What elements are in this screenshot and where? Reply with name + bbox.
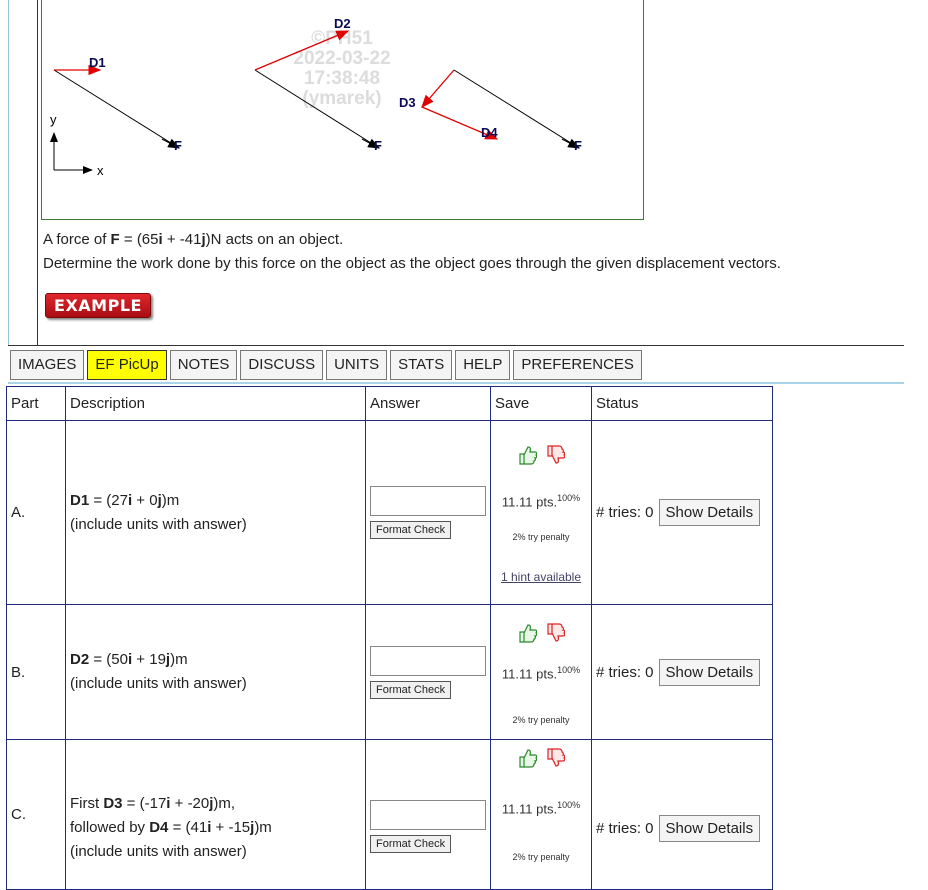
status-cell bbox=[592, 740, 773, 890]
watermark-line: 17:38:48 bbox=[303, 68, 381, 89]
watermark-line: 2022-03-22 bbox=[293, 48, 391, 69]
label-d4: D4 bbox=[481, 125, 498, 140]
save-cell bbox=[491, 421, 592, 605]
show-details-button[interactable]: Show Details bbox=[659, 499, 761, 526]
status-cell bbox=[592, 421, 773, 605]
watermark-line: ©PH51 bbox=[311, 28, 373, 49]
vector-d3 bbox=[422, 70, 454, 107]
rating-icons bbox=[495, 619, 587, 647]
save-cell bbox=[491, 740, 592, 890]
rating-icons bbox=[495, 744, 587, 772]
format-check-button[interactable]: Format Check bbox=[370, 681, 451, 699]
tries-count: # tries: 0 bbox=[596, 504, 654, 521]
show-details-button[interactable]: Show Details bbox=[659, 815, 761, 842]
x-axis-label: x bbox=[97, 163, 104, 178]
table-header-row bbox=[7, 387, 773, 421]
tab-units[interactable]: UNITS bbox=[326, 350, 387, 380]
path-line bbox=[454, 70, 579, 148]
units-note: (include units with answer) bbox=[70, 515, 247, 533]
label-force: F bbox=[574, 138, 582, 153]
part-description: D2 = (50i + 19j)m (include units with answer) bbox=[66, 605, 366, 740]
part-label: B. bbox=[7, 605, 66, 740]
try-penalty: 2% try penalty bbox=[512, 531, 570, 542]
points-value: 11.11 pts.$^{100\%}$ bbox=[501, 493, 581, 510]
header-description: Description bbox=[66, 387, 366, 421]
vector-diagram bbox=[42, 0, 644, 220]
rating-icons bbox=[495, 441, 587, 469]
points-value: 11.11 pts.$^{100\%}$ bbox=[501, 800, 581, 817]
watermark-line: (ymarek) bbox=[302, 88, 382, 109]
points-value: 11.11 pts.$^{100\%}$ bbox=[501, 664, 581, 682]
thumbs-down-icon[interactable] bbox=[545, 444, 565, 466]
hint-link[interactable]: 1 hint available bbox=[500, 569, 582, 584]
header-part: Part bbox=[7, 387, 66, 421]
left-border-dark bbox=[37, 0, 38, 345]
thumbs-down-icon[interactable] bbox=[545, 747, 565, 769]
header-save: Save bbox=[491, 387, 592, 421]
answer-cell bbox=[366, 605, 491, 740]
path-line bbox=[54, 70, 179, 148]
label-d2: D2 bbox=[334, 16, 351, 31]
label-force: F bbox=[374, 138, 382, 153]
problem-figure bbox=[41, 0, 644, 220]
part-description: First D3 = (-17i + -20j)m, followed by D4 = (41i + -15j)m (include units with answer) bbox=[66, 740, 366, 890]
tab-help[interactable]: HELP bbox=[455, 350, 510, 380]
tries-count: # tries: 0 bbox=[596, 663, 654, 681]
tab-stats[interactable]: STATS bbox=[390, 350, 452, 380]
table-row bbox=[7, 421, 773, 605]
left-border-light bbox=[8, 0, 9, 345]
thumbs-up-icon[interactable] bbox=[517, 444, 537, 466]
try-penalty: 2% try penalty bbox=[512, 715, 570, 726]
label-d1: D1 bbox=[89, 55, 106, 70]
watermark bbox=[293, 28, 390, 109]
tab-ef-picup[interactable]: EF PicUp bbox=[87, 350, 166, 380]
y-axis-label: y bbox=[50, 112, 57, 127]
tab-notes[interactable]: NOTES bbox=[170, 350, 238, 380]
show-details-button[interactable]: Show Details bbox=[659, 659, 761, 686]
label-force: F bbox=[174, 138, 182, 153]
thumbs-up-icon[interactable] bbox=[517, 622, 537, 644]
example-button[interactable]: EXAMPLE bbox=[45, 293, 151, 318]
problem-line-2: Determine the work done by this force on the object as the object goes through the given displacement vectors. bbox=[43, 255, 781, 272]
header-answer: Answer bbox=[366, 387, 491, 421]
tab-discuss[interactable]: DISCUSS bbox=[240, 350, 323, 380]
divider bbox=[8, 382, 904, 384]
answer-cell bbox=[366, 740, 491, 890]
thumbs-up-icon[interactable] bbox=[517, 747, 537, 769]
part-description: D1 = (27i + 0j)m (include units with answer) bbox=[66, 421, 366, 605]
label-d3: D3 bbox=[399, 95, 416, 110]
format-check-button[interactable]: Format Check bbox=[370, 835, 451, 853]
header-status: Status bbox=[592, 387, 773, 421]
table-row bbox=[7, 605, 773, 740]
answer-input[interactable] bbox=[370, 800, 486, 830]
tries-count: # tries: 0 bbox=[596, 820, 654, 837]
units-note: (include units with answer) bbox=[70, 675, 247, 692]
format-check-button[interactable]: Format Check bbox=[370, 521, 451, 539]
try-penalty: 2% try penalty bbox=[512, 852, 570, 863]
answer-input[interactable] bbox=[370, 646, 486, 676]
tab-images[interactable]: IMAGES bbox=[10, 350, 84, 380]
answer-cell bbox=[366, 421, 491, 605]
answer-input[interactable] bbox=[370, 486, 486, 516]
tab-preferences[interactable]: PREFERENCES bbox=[513, 350, 642, 380]
parts-table bbox=[6, 386, 773, 890]
tab-bar bbox=[10, 350, 642, 380]
part-label: C. bbox=[7, 740, 66, 890]
divider bbox=[8, 345, 904, 346]
units-note: (include units with answer) bbox=[70, 842, 247, 860]
part-label: A. bbox=[7, 421, 66, 605]
thumbs-down-icon[interactable] bbox=[545, 622, 565, 644]
problem-line-1: A force of F = (65i + -41j)N acts on an object. bbox=[43, 231, 344, 248]
status-cell bbox=[592, 605, 773, 740]
problem-statement bbox=[43, 228, 781, 276]
table-row bbox=[7, 740, 773, 890]
save-cell bbox=[491, 605, 592, 740]
